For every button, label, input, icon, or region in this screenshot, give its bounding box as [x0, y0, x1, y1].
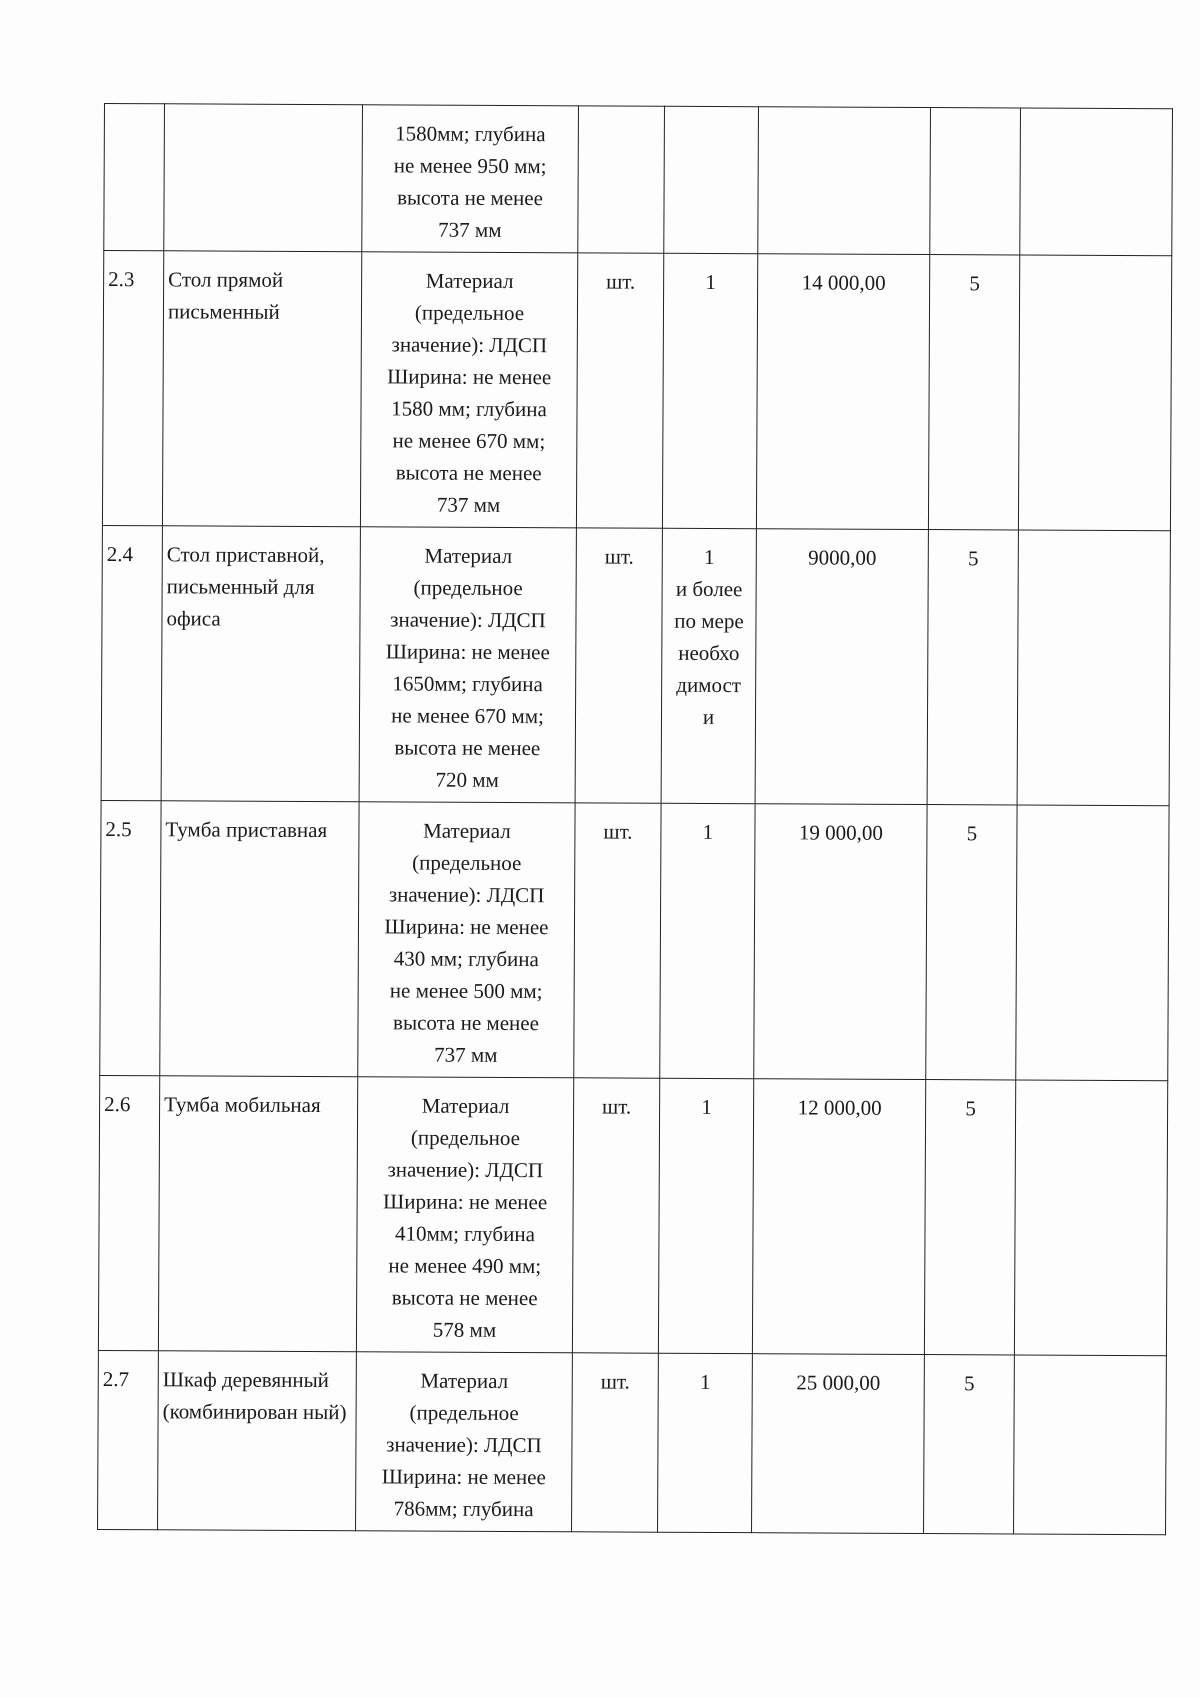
cell-term: 5	[926, 805, 1017, 1080]
cell-unit: шт.	[576, 253, 663, 528]
cell-name: Стол приставной, письменный для офиса	[161, 526, 360, 802]
cell-unit	[578, 106, 665, 253]
cell-empty	[1016, 805, 1169, 1081]
cell-term: 5	[928, 255, 1019, 530]
cell-price	[758, 107, 931, 255]
cell-empty	[1020, 108, 1173, 256]
cell-price: 9000,00	[755, 529, 928, 805]
cell-description: Материал (предельное значение): ЛДСП Ширина: не менее 1580 мм; глубина не менее 670 мм; высота не менее 737 мм	[360, 252, 577, 528]
table-row	[98, 1075, 1167, 1355]
cell-term: 5	[927, 530, 1018, 805]
cell-unit: шт.	[572, 1353, 659, 1532]
cell-description: Материал (предельное значение): ЛДСП Ширина: не менее 786мм; глубина	[356, 1352, 573, 1532]
cell-description: Материал (предельное значение): ЛДСП Ширина: не менее 410мм; глубина не менее 490 мм; высота не менее 578 мм	[356, 1077, 573, 1353]
cell-quantity: 1	[658, 1353, 753, 1532]
cell-empty	[1017, 530, 1170, 806]
cell-unit: шт.	[575, 528, 662, 803]
cell-price: 25 000,00	[752, 1354, 925, 1534]
table-row	[101, 525, 1170, 805]
cell-price: 19 000,00	[754, 804, 927, 1080]
cell-term	[930, 108, 1021, 255]
table-row	[104, 104, 1173, 256]
table-row	[98, 1350, 1167, 1534]
table-row	[102, 251, 1171, 531]
cell-quantity: 1	[662, 253, 757, 528]
cell-unit: шт.	[574, 803, 661, 1078]
cell-description: Материал (предельное значение): ЛДСП Ширина: не менее 1650мм; глубина не менее 670 мм; высота не менее 720 мм	[359, 527, 576, 803]
specification-table	[97, 103, 1173, 1535]
cell-number	[104, 104, 165, 251]
cell-name	[164, 104, 363, 252]
table-row	[100, 800, 1169, 1080]
cell-quantity: 1 и более по мере необхо димост и	[661, 528, 756, 803]
cell-price: 14 000,00	[756, 254, 929, 530]
cell-number: 2.5	[100, 800, 161, 1075]
cell-quantity: 1	[658, 1078, 753, 1353]
cell-empty	[1014, 1355, 1167, 1535]
cell-name: Шкаф деревянный (комбинирован ный)	[158, 1351, 357, 1531]
cell-price: 12 000,00	[752, 1079, 925, 1355]
cell-description: Материал (предельное значение): ЛДСП Ширина: не менее 430 мм; глубина не менее 500 мм; высота не менее 737 мм	[358, 802, 575, 1078]
cell-empty	[1018, 255, 1171, 531]
cell-empty	[1014, 1080, 1167, 1356]
cell-name: Тумба мобильная	[158, 1076, 357, 1352]
cell-quantity	[664, 106, 759, 253]
cell-number: 2.4	[101, 525, 162, 800]
cell-term: 5	[924, 1080, 1015, 1355]
cell-name: Тумба приставная	[160, 801, 359, 1077]
cell-number: 2.6	[98, 1075, 159, 1350]
cell-unit: шт.	[572, 1078, 659, 1353]
cell-term: 5	[924, 1355, 1015, 1534]
cell-number: 2.7	[98, 1350, 159, 1529]
cell-name: Стол прямой письменный	[162, 251, 361, 527]
cell-quantity: 1	[660, 803, 755, 1078]
cell-description: 1580мм; глубина не менее 950 мм; высота не менее 737 мм	[362, 105, 579, 253]
cell-number: 2.3	[102, 251, 163, 526]
